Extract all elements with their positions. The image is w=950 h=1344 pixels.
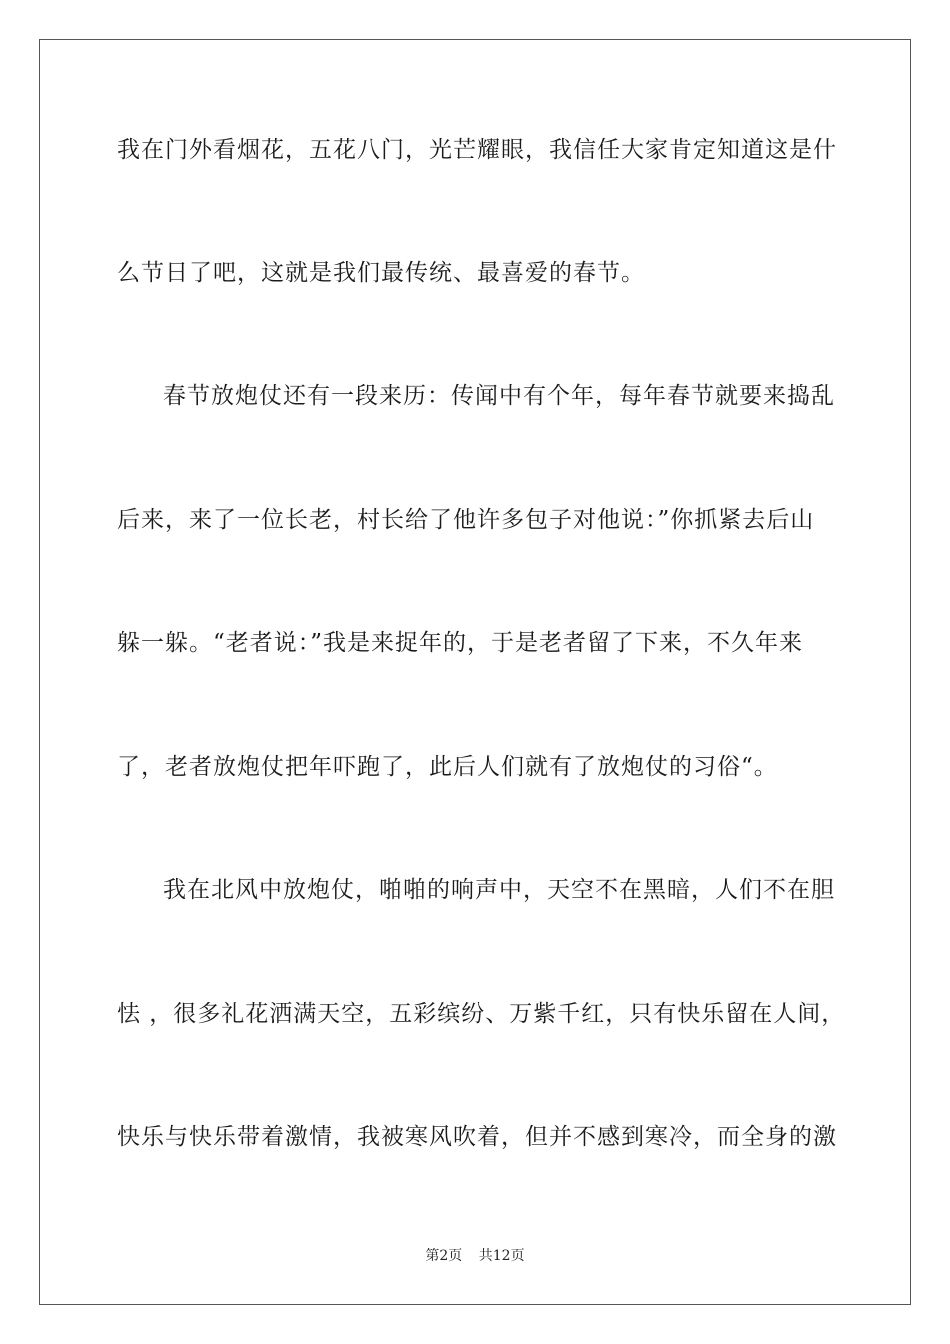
text-line-1: 我在门外看烟花，五花八门，光芒耀眼，我信任大家肯定知道这是什 [117, 137, 837, 163]
text-line-6: 了，老者放炮仗把年吓跑了，此后人们就有了放炮仗的习俗“。 [117, 754, 778, 780]
page-total: 共12页 [478, 1248, 525, 1264]
page-border [39, 39, 911, 1305]
text-line-5: 躲一躲。“老者说：”我是来捉年的，于是老者留了下来，不久年来 [117, 630, 804, 656]
text-line-4: 后来，来了一位长老，村长给了他许多包子对他说：”你抓紧去后山 [117, 507, 815, 533]
text-line-8: 怯 ，很多礼花洒满天空，五彩缤纷、万紫千红，只有快乐留在人间， [117, 1001, 846, 1027]
text-line-2: 么节日了吧，这就是我们最传统、最喜爱的春节。 [117, 260, 645, 286]
text-line-7: 我在北风中放炮仗，啪啪的响声中，天空不在黑暗，人们不在胆 [163, 877, 835, 903]
page-number: 第2页 [425, 1248, 463, 1264]
text-line-3: 春节放炮仗还有一段来历：传闻中有个年，每年春节就要来捣乱 [163, 383, 835, 409]
text-line-9: 快乐与快乐带着激情，我被寒风吹着，但并不感到寒冷，而全身的激 [117, 1124, 837, 1150]
page-footer [0, 1246, 950, 1266]
